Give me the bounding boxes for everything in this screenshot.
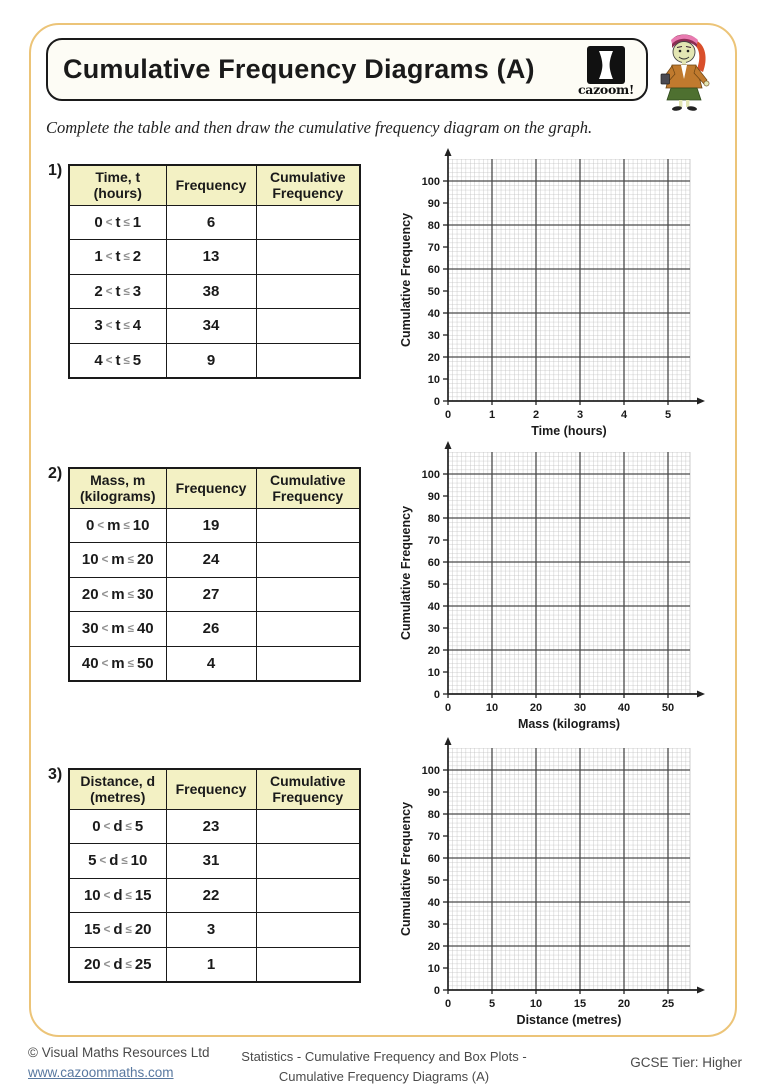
graph-distance <box>396 737 708 1035</box>
problem-2-number: 2) <box>48 465 63 482</box>
table-row <box>69 878 360 913</box>
y-tick-label: 90 <box>427 786 440 799</box>
x-axis-title: Distance (metres) <box>516 1013 622 1027</box>
interval-cell <box>69 508 166 543</box>
interval-cell <box>69 947 166 982</box>
interval-lo: 10 <box>83 886 101 904</box>
interval-hi: 25 <box>134 955 152 973</box>
website-link[interactable]: www.cazoommaths.com <box>28 1064 174 1080</box>
interval-var: m <box>111 654 125 672</box>
less-equal-symbol: ≤ <box>125 889 132 902</box>
cumulative-cell-blank <box>256 878 360 913</box>
interval-cell <box>69 809 166 844</box>
table-row <box>69 543 360 578</box>
less-equal-symbol: ≤ <box>125 958 132 971</box>
table-row <box>69 913 360 948</box>
less-equal-symbol: ≤ <box>123 519 130 532</box>
cumulative-cell-blank <box>256 205 360 240</box>
y-tick-label: 10 <box>427 373 440 386</box>
x-tick-label: 1 <box>488 409 496 421</box>
table-row <box>69 343 360 378</box>
less-equal-symbol: ≤ <box>127 554 134 567</box>
y-tick-label: 50 <box>427 578 440 591</box>
interval-hi: 5 <box>132 351 142 369</box>
interval-hi: 30 <box>136 585 154 603</box>
y-tick-label: 10 <box>427 962 440 975</box>
less-than-symbol: < <box>105 285 113 298</box>
less-equal-symbol: ≤ <box>123 320 130 333</box>
interval-hi: 10 <box>130 852 148 870</box>
interval-var: t <box>115 282 121 300</box>
x-tick-label: 15 <box>573 998 587 1010</box>
interval-lo: 20 <box>83 955 101 973</box>
interval-hi: 1 <box>132 213 142 231</box>
y-axis-title: Cumulative Frequency <box>399 212 413 348</box>
x-tick-label: 5 <box>664 409 672 421</box>
interval-hi: 2 <box>132 248 142 266</box>
problem-1-number: 1) <box>48 162 63 179</box>
frequency-cell: 1 <box>166 947 256 982</box>
table-row <box>69 844 360 879</box>
frequency-cell: 26 <box>166 612 256 647</box>
y-tick-label: 60 <box>427 556 440 569</box>
cumulative-cell-blank <box>256 612 360 647</box>
table-header-row <box>69 165 360 205</box>
col-header-variable: Mass, m (kilograms) <box>69 468 166 508</box>
y-tick-label: 70 <box>427 241 440 254</box>
y-tick-label: 60 <box>427 263 440 276</box>
interval-var: t <box>115 213 121 231</box>
interval-var: m <box>111 585 125 603</box>
frequency-cell: 22 <box>166 878 256 913</box>
interval-var: m <box>111 551 125 569</box>
y-tick-label: 20 <box>427 644 440 657</box>
less-equal-symbol: ≤ <box>125 924 132 937</box>
interval-var: d <box>113 955 123 973</box>
cumulative-cell-blank <box>256 240 360 275</box>
frequency-cell: 27 <box>166 577 256 612</box>
interval-hi: 3 <box>132 282 142 300</box>
x-tick-label: 2 <box>532 409 540 421</box>
table-row <box>69 577 360 612</box>
less-than-symbol: < <box>103 820 111 833</box>
x-axis-arrow-icon <box>697 398 705 405</box>
title-box <box>46 38 648 101</box>
col-header-cumulative: Cumulative Frequency <box>256 769 360 809</box>
y-tick-label: 0 <box>433 688 440 701</box>
footer-topic-line1: Statistics - Cumulative Frequency and Box Plots - <box>241 1049 527 1064</box>
cumulative-cell-blank <box>256 309 360 344</box>
interval-lo: 15 <box>83 921 101 939</box>
less-than-symbol: < <box>105 320 113 333</box>
y-tick-label: 10 <box>427 666 440 679</box>
cumulative-cell-blank <box>256 947 360 982</box>
cumulative-cell-blank <box>256 577 360 612</box>
x-axis-title: Time (hours) <box>531 424 607 438</box>
y-tick-label: 30 <box>427 329 440 342</box>
table-header-row <box>69 769 360 809</box>
less-than-symbol: < <box>105 251 113 264</box>
interval-cell <box>69 274 166 309</box>
footer-topic-line2: Cumulative Frequency Diagrams (A) <box>278 1068 490 1084</box>
y-tick-label: 40 <box>427 600 440 613</box>
less-equal-symbol: ≤ <box>123 354 130 367</box>
less-equal-symbol: ≤ <box>125 820 132 833</box>
graph-canvas <box>396 737 708 1035</box>
col-header-cumulative: Cumulative Frequency <box>256 468 360 508</box>
interval-cell <box>69 878 166 913</box>
y-tick-label: 100 <box>421 764 440 777</box>
frequency-cell: 4 <box>166 646 256 681</box>
copyright-text: © Visual Maths Resources Ltd <box>28 1045 210 1060</box>
interval-var: t <box>115 317 121 335</box>
interval-hi: 15 <box>134 886 152 904</box>
less-than-symbol: < <box>101 554 109 567</box>
table-row <box>69 309 360 344</box>
interval-lo: 1 <box>94 248 103 266</box>
less-equal-symbol: ≤ <box>123 216 130 229</box>
interval-lo: 3 <box>94 317 103 335</box>
less-equal-symbol: ≤ <box>127 657 134 670</box>
interval-hi: 10 <box>132 516 150 534</box>
col-header-variable: Time, t (hours) <box>69 165 166 205</box>
cazoom-logo <box>578 46 634 102</box>
interval-lo: 20 <box>81 585 99 603</box>
problem-3-table <box>68 768 361 983</box>
y-tick-label: 0 <box>433 984 440 997</box>
less-equal-symbol: ≤ <box>123 251 130 264</box>
frequency-cell: 38 <box>166 274 256 309</box>
interval-cell <box>69 646 166 681</box>
interval-var: d <box>113 886 123 904</box>
less-than-symbol: < <box>101 623 109 636</box>
x-tick-label: 0 <box>444 702 452 714</box>
less-than-symbol: < <box>105 354 113 367</box>
interval-lo: 10 <box>81 551 99 569</box>
x-tick-label: 20 <box>529 702 543 714</box>
y-tick-label: 30 <box>427 918 440 931</box>
y-tick-label: 40 <box>427 307 440 320</box>
cumulative-cell-blank <box>256 508 360 543</box>
problem-1-table <box>68 164 361 379</box>
y-tick-label: 50 <box>427 874 440 887</box>
minor-grid <box>448 748 690 990</box>
interval-lo: 4 <box>94 351 103 369</box>
y-tick-label: 90 <box>427 197 440 210</box>
minor-grid <box>448 452 690 694</box>
frequency-cell: 19 <box>166 508 256 543</box>
col-header-variable: Distance, d (metres) <box>69 769 166 809</box>
table-row <box>69 612 360 647</box>
y-tick-label: 100 <box>421 468 440 481</box>
x-axis-arrow-icon <box>697 987 705 994</box>
x-tick-label: 3 <box>576 409 584 421</box>
less-equal-symbol: ≤ <box>121 855 128 868</box>
x-tick-label: 20 <box>617 998 631 1010</box>
interval-cell <box>69 577 166 612</box>
interval-cell <box>69 844 166 879</box>
col-header-frequency: Frequency <box>166 468 256 508</box>
col-header-cumulative: Cumulative Frequency <box>256 165 360 205</box>
x-tick-label: 40 <box>617 702 631 714</box>
interval-lo: 5 <box>88 852 97 870</box>
y-tick-label: 20 <box>427 940 440 953</box>
interval-cell <box>69 309 166 344</box>
graph-time <box>396 148 708 446</box>
table-header-row <box>69 468 360 508</box>
less-than-symbol: < <box>103 958 111 971</box>
frequency-cell: 34 <box>166 309 256 344</box>
graph-canvas <box>396 441 708 739</box>
cazoom-logo-text: cazoom! <box>578 82 635 97</box>
x-tick-label: 10 <box>485 702 499 714</box>
frequency-cell: 6 <box>166 205 256 240</box>
x-tick-label: 4 <box>620 409 628 421</box>
interval-lo: 0 <box>86 516 95 534</box>
y-axis-title: Cumulative Frequency <box>399 505 413 641</box>
problem-3-number: 3) <box>48 766 63 783</box>
interval-var: m <box>111 620 125 638</box>
frequency-cell: 31 <box>166 844 256 879</box>
y-tick-label: 80 <box>427 808 440 821</box>
interval-hi: 4 <box>132 317 142 335</box>
y-axis-title: Cumulative Frequency <box>399 801 413 937</box>
interval-cell <box>69 205 166 240</box>
cumulative-cell-blank <box>256 913 360 948</box>
less-than-symbol: < <box>103 889 111 902</box>
interval-var: d <box>113 921 123 939</box>
y-tick-label: 50 <box>427 285 440 298</box>
cumulative-cell-blank <box>256 543 360 578</box>
interval-lo: 2 <box>94 282 103 300</box>
cumulative-cell-blank <box>256 844 360 879</box>
cumulative-cell-blank <box>256 646 360 681</box>
interval-var: d <box>109 852 119 870</box>
interval-lo: 0 <box>94 213 103 231</box>
y-tick-label: 70 <box>427 830 440 843</box>
y-axis-arrow-icon <box>445 148 452 156</box>
y-tick-label: 80 <box>427 512 440 525</box>
x-axis-arrow-icon <box>697 691 705 698</box>
interval-var: d <box>113 817 123 835</box>
x-tick-label: 25 <box>661 998 675 1010</box>
y-tick-label: 100 <box>421 175 440 188</box>
interval-lo: 0 <box>92 817 101 835</box>
y-tick-label: 70 <box>427 534 440 547</box>
graph-canvas <box>396 148 708 446</box>
x-tick-label: 50 <box>661 702 675 714</box>
y-tick-label: 30 <box>427 622 440 635</box>
y-tick-label: 0 <box>433 395 440 408</box>
table-row <box>69 205 360 240</box>
worksheet-title: Cumulative Frequency Diagrams (A) <box>63 54 535 84</box>
footer-center <box>164 1047 604 1086</box>
x-tick-label: 0 <box>444 409 452 421</box>
x-tick-label: 5 <box>488 998 496 1010</box>
y-tick-label: 20 <box>427 351 440 364</box>
interval-var: t <box>115 351 121 369</box>
interval-hi: 5 <box>134 817 144 835</box>
table-row <box>69 646 360 681</box>
y-tick-label: 80 <box>427 219 440 232</box>
table-row <box>69 508 360 543</box>
less-than-symbol: < <box>99 855 107 868</box>
col-header-frequency: Frequency <box>166 769 256 809</box>
cazoom-drum-icon <box>587 46 625 84</box>
frequency-cell: 24 <box>166 543 256 578</box>
interval-cell <box>69 543 166 578</box>
y-tick-label: 40 <box>427 896 440 909</box>
interval-hi: 20 <box>134 921 152 939</box>
interval-cell <box>69 913 166 948</box>
cumulative-cell-blank <box>256 274 360 309</box>
less-than-symbol: < <box>97 519 105 532</box>
x-tick-label: 30 <box>573 702 587 714</box>
y-tick-label: 90 <box>427 490 440 503</box>
y-tick-label: 60 <box>427 852 440 865</box>
minor-grid <box>448 159 690 401</box>
table-row <box>69 240 360 275</box>
interval-hi: 20 <box>136 551 154 569</box>
frequency-cell: 9 <box>166 343 256 378</box>
y-axis-arrow-icon <box>445 441 452 449</box>
student-character-illustration <box>651 25 719 111</box>
less-than-symbol: < <box>103 924 111 937</box>
col-header-frequency: Frequency <box>166 165 256 205</box>
table-row <box>69 809 360 844</box>
interval-var: t <box>115 248 121 266</box>
interval-lo: 30 <box>81 620 99 638</box>
cumulative-cell-blank <box>256 809 360 844</box>
frequency-cell: 13 <box>166 240 256 275</box>
frequency-cell: 3 <box>166 913 256 948</box>
less-equal-symbol: ≤ <box>123 285 130 298</box>
x-tick-label: 0 <box>444 998 452 1010</box>
interval-cell <box>69 612 166 647</box>
less-than-symbol: < <box>105 216 113 229</box>
less-equal-symbol: ≤ <box>127 623 134 636</box>
y-axis-arrow-icon <box>445 737 452 745</box>
interval-lo: 40 <box>81 654 99 672</box>
interval-cell <box>69 240 166 275</box>
cumulative-cell-blank <box>256 343 360 378</box>
table-row <box>69 274 360 309</box>
less-than-symbol: < <box>101 657 109 670</box>
frequency-cell: 23 <box>166 809 256 844</box>
x-tick-label: 10 <box>529 998 543 1010</box>
x-axis-title: Mass (kilograms) <box>517 717 621 731</box>
problem-2-table <box>68 467 361 682</box>
less-equal-symbol: ≤ <box>127 588 134 601</box>
graph-mass <box>396 441 708 739</box>
interval-var: m <box>107 516 121 534</box>
instruction-text: Complete the table and then draw the cumulative frequency diagram on the graph. <box>46 118 593 137</box>
interval-hi: 50 <box>136 654 154 672</box>
gcse-tier-label: GCSE Tier: Higher <box>630 1055 742 1070</box>
less-than-symbol: < <box>101 588 109 601</box>
table-row <box>69 947 360 982</box>
interval-cell <box>69 343 166 378</box>
interval-hi: 40 <box>136 620 154 638</box>
